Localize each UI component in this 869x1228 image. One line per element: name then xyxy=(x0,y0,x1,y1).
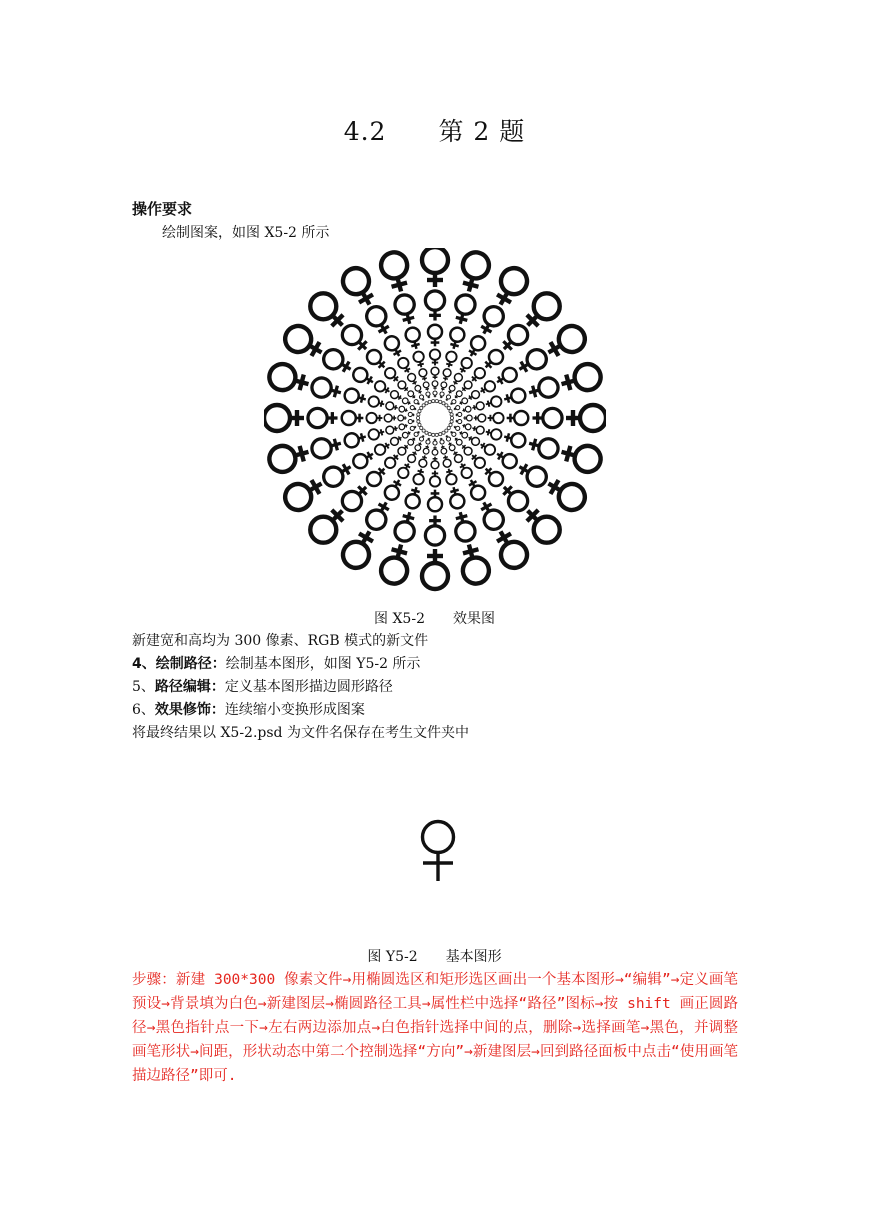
figure1-caption xyxy=(0,608,869,628)
female-symbol-mark xyxy=(367,427,385,441)
female-symbol-mark xyxy=(453,436,463,446)
inner-ring-dot xyxy=(416,416,419,419)
female-symbol-mark xyxy=(542,472,590,515)
female-symbol-mark xyxy=(423,445,431,455)
female-symbol-mark xyxy=(465,477,488,503)
figure2-caption-text: 基本图形 xyxy=(445,949,502,965)
female-symbol-mark xyxy=(497,480,532,515)
female-symbol-mark xyxy=(458,430,468,439)
female-symbol-mark xyxy=(408,419,415,424)
inner-ring-dot xyxy=(418,409,421,412)
female-symbol-mark xyxy=(404,326,423,350)
female-symbol-mark xyxy=(444,394,451,402)
female-symbol-mark xyxy=(320,458,355,489)
female-symbol-mark xyxy=(310,376,344,402)
female-symbol-mark xyxy=(444,467,458,485)
female-symbol-mark xyxy=(462,423,472,431)
female-symbol-mark xyxy=(423,381,431,391)
female-symbol-mark xyxy=(430,349,440,365)
female-symbol-mark xyxy=(527,376,561,402)
female-symbol-mark xyxy=(414,384,423,394)
female-symbol-mark xyxy=(532,408,562,427)
instruction-text: 绘制图案，如图 X5-2 所示 xyxy=(162,225,330,241)
female-symbol-mark xyxy=(338,525,381,573)
female-symbol-mark xyxy=(439,391,445,398)
inner-ring-dot xyxy=(435,433,438,436)
female-symbol-mark xyxy=(412,350,426,368)
female-symbol-mark xyxy=(484,395,502,409)
female-symbol-mark xyxy=(474,414,486,422)
female-symbol-mark xyxy=(419,434,426,442)
female-symbol-mark xyxy=(410,425,418,431)
female-symbol-mark xyxy=(502,430,526,449)
female-symbol-mark xyxy=(497,321,532,356)
female-symbol-mark xyxy=(338,263,381,311)
female-symbol-mark xyxy=(393,293,419,327)
female-symbol-mark xyxy=(401,430,411,439)
female-symbol-mark xyxy=(343,387,367,406)
female-symbol-mark xyxy=(338,321,373,356)
female-symbol-mark xyxy=(433,439,437,445)
female-symbol-mark xyxy=(502,387,526,406)
requirement-line: 将最终结果以 X5-2.psd 为文件名保存在考生文件夹中 xyxy=(132,725,469,741)
female-symbol-mark xyxy=(338,480,373,515)
inner-ring-dot xyxy=(449,409,452,412)
female-symbol-mark xyxy=(481,464,506,489)
inner-ring-dot xyxy=(418,423,421,426)
female-symbol-mark xyxy=(401,397,411,406)
female-symbol-mark xyxy=(266,361,311,396)
figure1-caption-id: 图 X5-2 xyxy=(374,611,425,627)
female-symbol-mark xyxy=(406,372,419,386)
female-symbol-mark xyxy=(366,413,382,423)
inner-ring-dot xyxy=(432,399,435,402)
inner-ring-dot xyxy=(447,406,450,409)
female-symbol-mark xyxy=(453,405,461,411)
female-symbol-mark xyxy=(515,458,550,489)
female-symbol-mark xyxy=(280,321,328,364)
requirements-list xyxy=(132,630,469,745)
female-symbol-mark xyxy=(507,411,529,425)
female-symbol-mark xyxy=(382,477,405,503)
female-symbol-mark xyxy=(418,368,429,382)
female-symbol-mark xyxy=(396,461,413,480)
female-symbol-mark xyxy=(351,448,377,471)
female-symbol-mark xyxy=(467,434,481,447)
female-symbol-mark xyxy=(266,439,311,474)
female-symbol-mark xyxy=(449,430,457,437)
female-symbol-mark xyxy=(413,430,421,437)
female-symbol-mark xyxy=(407,390,417,400)
female-symbol-mark xyxy=(373,379,392,396)
female-symbol-mark xyxy=(489,525,532,573)
female-symbol-mark xyxy=(406,450,419,464)
inner-ring-dot xyxy=(445,429,448,432)
female-symbol-mark xyxy=(398,406,408,414)
title-number: 4.2 xyxy=(343,117,387,146)
female-symbol-mark xyxy=(440,381,448,391)
requirement-line: 新建宽和高均为 300 像素、RGB 模式的新文件 xyxy=(132,633,429,649)
female-symbol-mark xyxy=(384,414,396,422)
female-symbol-mark xyxy=(413,399,421,406)
female-symbol-mark xyxy=(478,379,497,396)
inner-ring-dot xyxy=(417,420,420,423)
inner-ring-dot xyxy=(428,433,431,436)
inner-ring-dot xyxy=(442,402,445,405)
female-symbol-mark xyxy=(451,510,477,544)
female-symbol-mark xyxy=(475,303,506,338)
steps-paragraph: 步骤：新建 300*300 像素文件→用椭圆选区和矩形选区画出一个基本图形→“编辑”→定义画笔预设→背景填为白色→新建图层→椭圆路径工具→属性栏中选择“路径”图标→按 shift 画正圆路径→黑色指针点一下→左右两边添加点→白色指针选择中间的点，删除→选择画笔→黑色，并调整画笔形状→间距，形状动态中第二个控制选择“方向”→新建图层→回到路径面板中点击“使用画笔描边路径”即可. xyxy=(132,972,738,1084)
inner-ring-dot xyxy=(432,433,435,436)
female-symbol-mark xyxy=(432,381,438,390)
title-text: 第 2 题 xyxy=(438,117,526,146)
female-symbol-mark xyxy=(264,405,304,431)
figure1-caption-text: 效果图 xyxy=(452,611,495,627)
female-symbol-mark xyxy=(407,436,417,446)
female-symbol-mark xyxy=(364,347,389,372)
female-symbol-mark xyxy=(320,346,355,377)
inner-ring-dot xyxy=(425,402,428,405)
female-symbol-mark xyxy=(447,441,456,451)
female-symbol-mark xyxy=(363,303,394,338)
female-symbol-mark xyxy=(515,346,550,377)
female-symbol-mark xyxy=(558,439,603,474)
female-symbol-mark xyxy=(457,356,474,375)
female-symbol-mark xyxy=(433,391,437,397)
inner-ring-dot xyxy=(449,423,452,426)
requirement-line: 6、效果修饰：连续缩小变换形成图案 xyxy=(132,702,365,718)
female-symbol-mark xyxy=(451,293,477,327)
female-symbol-mark xyxy=(447,384,456,394)
female-symbol-mark xyxy=(431,457,439,469)
figure2-caption xyxy=(0,946,869,966)
female-symbol-mark xyxy=(425,515,444,545)
female-symbol-mark xyxy=(385,424,399,435)
female-symbol-mark xyxy=(389,434,403,447)
female-symbol-mark xyxy=(478,440,497,457)
female-symbol-mark xyxy=(425,291,444,321)
female-symbol-mark xyxy=(453,390,463,400)
female-symbol-mark xyxy=(404,485,423,509)
female-symbol-mark xyxy=(393,510,419,544)
female-symbol-mark xyxy=(462,406,472,414)
female-symbol-mark xyxy=(444,350,458,368)
female-symbol-mark xyxy=(428,490,442,512)
female-symbol-mark xyxy=(410,405,418,411)
female-symbol-mark xyxy=(378,541,413,586)
female-symbol-mark xyxy=(453,425,461,431)
female-symbol-mark xyxy=(542,321,590,364)
section-heading: 操作要求 xyxy=(132,200,193,218)
effect-figure xyxy=(264,248,606,600)
female-symbol-mark xyxy=(558,361,603,396)
female-symbol-mark xyxy=(488,413,504,423)
female-symbol-mark xyxy=(451,372,464,386)
inner-ring-dot xyxy=(439,433,442,436)
female-symbol-mark xyxy=(441,368,452,382)
female-symbol-mark xyxy=(455,419,462,424)
female-symbol-mark xyxy=(310,434,344,460)
female-symbol-mark xyxy=(351,365,377,388)
female-symbol-mark xyxy=(414,441,423,451)
female-symbol-mark xyxy=(398,415,407,421)
female-symbol-mark xyxy=(456,249,491,294)
female-symbol-mark xyxy=(475,498,506,533)
requirement-line: 4、绘制路径：绘制基本图形，如图 Y5-2 所示 xyxy=(132,656,421,672)
female-symbol-mark xyxy=(463,415,472,421)
female-symbol-mark xyxy=(280,472,328,515)
female-symbol-mark xyxy=(363,498,394,533)
female-symbol-mark xyxy=(484,427,502,441)
female-symbol-mark xyxy=(566,405,606,431)
female-symbol-mark xyxy=(432,446,438,455)
female-symbol-mark xyxy=(457,461,474,480)
female-symbol-mark xyxy=(422,248,448,287)
female-symbol-mark xyxy=(378,249,413,294)
female-symbol-mark xyxy=(385,401,399,412)
female-symbol-mark xyxy=(471,401,485,412)
female-symbol-mark xyxy=(367,395,385,409)
inner-ring-dot xyxy=(420,426,423,429)
inner-ring-dot xyxy=(422,404,425,407)
female-symbol-mark xyxy=(439,437,445,444)
female-symbol-mark xyxy=(396,356,413,375)
requirement-line: 5、路径编辑：定义基本图形描边圆形路径 xyxy=(132,679,393,695)
female-symbol-mark xyxy=(408,412,415,417)
female-symbol-mark xyxy=(412,467,426,485)
inner-ring-dot xyxy=(417,413,420,416)
female-symbol-mark xyxy=(342,411,364,425)
female-symbol-mark xyxy=(382,334,405,360)
female-symbol-mark xyxy=(389,389,403,402)
female-symbol-mark xyxy=(422,549,448,589)
female-symbol-mark xyxy=(418,454,429,468)
inner-ring-dot xyxy=(435,399,438,402)
inner-ring-dot xyxy=(450,420,453,423)
female-symbol-mark xyxy=(465,334,488,360)
female-symbol-mark xyxy=(527,434,561,460)
female-symbol-mark xyxy=(447,326,466,350)
female-symbol-mark xyxy=(364,464,389,489)
inner-ring-dot xyxy=(425,431,428,434)
female-symbol-mark xyxy=(471,424,485,435)
female-symbol-mark xyxy=(343,430,367,449)
female-symbol-mark xyxy=(444,434,451,442)
female-symbol-mark xyxy=(447,485,466,509)
female-symbol-mark xyxy=(451,450,464,464)
female-symbol-icon xyxy=(414,818,462,882)
female-symbol-mark xyxy=(449,399,457,406)
figure2-caption-id: 图 Y5-2 xyxy=(367,949,418,965)
inner-ring-dot xyxy=(442,431,445,434)
female-symbol-mark xyxy=(428,325,442,347)
female-symbol-mark xyxy=(467,389,481,402)
female-symbol-mark xyxy=(431,367,439,379)
inner-ring-dot xyxy=(450,413,453,416)
female-symbol-mark xyxy=(458,397,468,406)
female-symbol-mark xyxy=(398,423,408,431)
female-symbol-mark xyxy=(481,347,506,372)
female-symbol-mark xyxy=(489,263,532,311)
female-symbol-mark xyxy=(430,471,440,487)
female-symbol-mark xyxy=(419,394,426,402)
page-title xyxy=(0,112,869,148)
female-symbol-mark xyxy=(373,440,392,457)
female-symbol-mark xyxy=(455,412,462,417)
female-symbol-mark xyxy=(441,454,452,468)
inner-ring-dot xyxy=(428,400,431,403)
inner-ring-dot xyxy=(439,400,442,403)
female-symbol-mark xyxy=(456,541,491,586)
female-symbol-mark xyxy=(308,408,338,427)
inner-ring-dot xyxy=(450,416,453,419)
female-symbol-mark xyxy=(494,365,520,388)
female-symbol-mark xyxy=(425,437,431,444)
female-symbol-mark xyxy=(425,391,431,398)
female-symbol-mark xyxy=(440,445,448,455)
female-symbol-mark xyxy=(494,448,520,471)
